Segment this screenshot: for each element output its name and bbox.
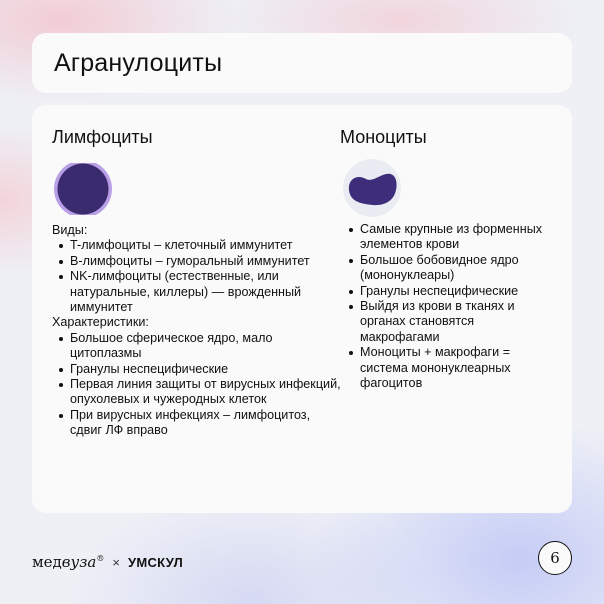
list-item: Самые крупные из форменных элементов крови [360,222,555,253]
types-label: Виды: [52,223,88,237]
characteristics-list [52,331,342,439]
page-number-badge [538,541,572,575]
page-title: Агранулоциты [54,49,223,77]
monocyte-image [340,157,404,217]
monocytes-list [340,222,555,391]
lymphocytes-heading: Лимфоциты [52,127,153,147]
list-item: Гранулы неспецифические [360,284,555,299]
lymphocyte-image [52,163,114,215]
page-number: 6 [550,549,560,567]
list-item: NK-лимфоциты (естественные, или натуральные, киллеры) — врожденный иммунитет [70,269,342,315]
list-item: Первая линия защиты от вирусных инфекций, опухолевых и чужеродных клеток [70,377,341,407]
types-list [52,238,342,315]
list-item: Большое бобовидное ядро (мононуклеары) [360,253,555,284]
logo-separator: × [112,554,120,570]
footer-logo [32,553,183,571]
medvuza-logo: медвуза® [32,553,105,571]
monocytes-text [340,222,555,391]
list-item: Большое сферическое ядро, мало цитоплазмы [70,331,342,362]
lymphocytes-text [52,223,342,439]
monocytes-heading: Моноциты [340,127,427,147]
list-item: Моноциты + макрофаги = система мононуклеарных фагоцитов [360,345,555,391]
list-item: Гранулы неспецифические [70,362,342,377]
list-item: При вирусных инфекциях – лимфоцитоз, сдвиг ЛФ вправо [70,408,342,439]
list-item: T-лимфоциты – клеточный иммунитет [70,238,342,253]
list-item: Выйдя из крови в тканях и органах становятся макрофагами [360,299,555,345]
characteristics-label: Характеристики: [52,315,149,330]
title-card [32,33,572,93]
content-card [32,105,572,513]
list-item: B-лимфоциты – гуморальный иммунитет [70,254,342,269]
umskul-logo: УМСКУЛ [127,554,184,570]
